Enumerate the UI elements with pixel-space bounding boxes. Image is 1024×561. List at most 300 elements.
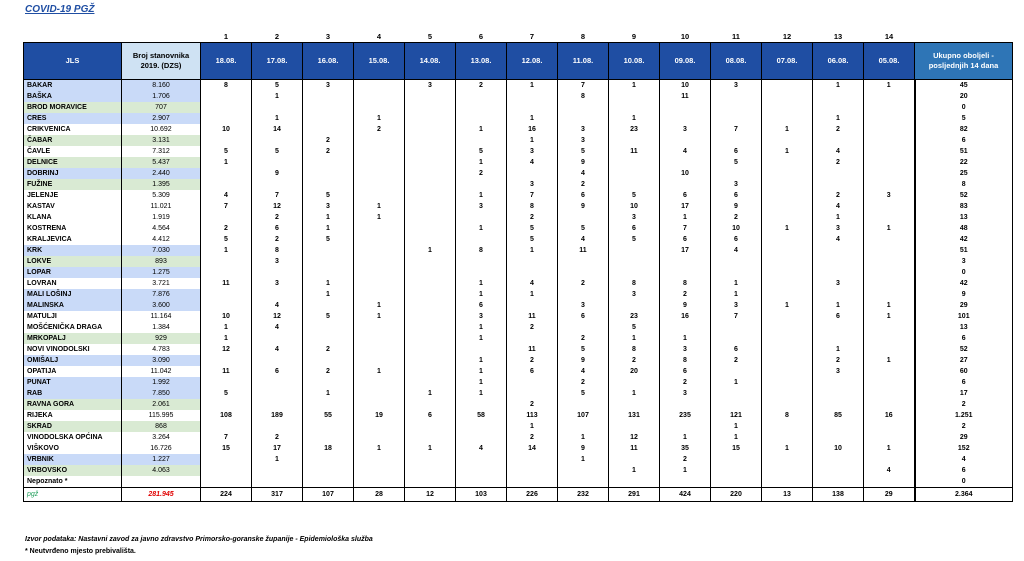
- daily-cases: [252, 355, 303, 366]
- daily-cases: [558, 256, 609, 267]
- daily-cases: [762, 322, 813, 333]
- day-number: 6: [456, 30, 507, 43]
- daily-cases: 4: [558, 234, 609, 245]
- daily-cases: 1: [456, 366, 507, 377]
- daily-cases: [711, 322, 762, 333]
- population-value: 2.440: [122, 168, 201, 179]
- blank-cell: [915, 30, 1013, 43]
- daily-cases: [813, 289, 864, 300]
- total-cases: 0: [915, 476, 1013, 488]
- municipality-name: FUŽINE: [24, 179, 122, 190]
- daily-cases: [609, 179, 660, 190]
- daily-cases: [405, 377, 456, 388]
- daily-cases: 8: [201, 80, 252, 92]
- table-row: [24, 300, 1013, 311]
- daily-cases: 1: [405, 245, 456, 256]
- sum-daily: 13: [762, 488, 813, 502]
- daily-cases: [864, 124, 915, 135]
- daily-cases: 1: [354, 113, 405, 124]
- daily-cases: [354, 256, 405, 267]
- total-cases: 29: [915, 432, 1013, 443]
- total-cases: 6: [915, 333, 1013, 344]
- daily-cases: 4: [660, 146, 711, 157]
- daily-cases: 1: [303, 289, 354, 300]
- daily-cases: [405, 311, 456, 322]
- population-value: 11.164: [122, 311, 201, 322]
- daily-cases: [303, 454, 354, 465]
- daily-cases: [609, 454, 660, 465]
- daily-cases: [813, 333, 864, 344]
- daily-cases: [558, 322, 609, 333]
- daily-cases: 1: [252, 454, 303, 465]
- daily-cases: [507, 465, 558, 476]
- daily-cases: 1: [507, 245, 558, 256]
- daily-cases: [405, 179, 456, 190]
- municipality-name: MATULJI: [24, 311, 122, 322]
- daily-cases: 5: [558, 223, 609, 234]
- total-cases: 20: [915, 91, 1013, 102]
- daily-cases: 8: [558, 91, 609, 102]
- daily-cases: 3: [303, 80, 354, 92]
- daily-cases: 2: [303, 146, 354, 157]
- daily-cases: 1: [864, 443, 915, 454]
- daily-cases: 1: [762, 146, 813, 157]
- daily-cases: 1: [507, 289, 558, 300]
- daily-cases: [813, 399, 864, 410]
- daily-cases: 2: [303, 366, 354, 377]
- day-number: 13: [813, 30, 864, 43]
- daily-cases: [507, 256, 558, 267]
- daily-cases: 189: [252, 410, 303, 421]
- daily-cases: [762, 234, 813, 245]
- daily-cases: 11: [609, 443, 660, 454]
- daily-cases: 1: [762, 124, 813, 135]
- table-row: [24, 201, 1013, 212]
- daily-cases: [405, 146, 456, 157]
- document-title: COVID-19 PGŽ: [25, 4, 95, 15]
- daily-cases: 4: [507, 278, 558, 289]
- population-value: 893: [122, 256, 201, 267]
- population-value: 5.437: [122, 157, 201, 168]
- date-header: 12.08.: [507, 43, 558, 80]
- daily-cases: 1: [609, 113, 660, 124]
- daily-cases: [252, 421, 303, 432]
- municipality-name: RIJEKA: [24, 410, 122, 421]
- daily-cases: [813, 256, 864, 267]
- daily-cases: 3: [405, 80, 456, 92]
- daily-cases: 19: [354, 410, 405, 421]
- table-row: [24, 366, 1013, 377]
- population-value: 1.384: [122, 322, 201, 333]
- daily-cases: 14: [252, 124, 303, 135]
- daily-cases: [354, 399, 405, 410]
- daily-cases: 17: [660, 245, 711, 256]
- daily-cases: [252, 388, 303, 399]
- footnotes: [25, 534, 373, 558]
- daily-cases: 5: [558, 388, 609, 399]
- daily-cases: [201, 289, 252, 300]
- daily-cases: 1: [456, 124, 507, 135]
- total-cases: 17: [915, 388, 1013, 399]
- table-row: [24, 465, 1013, 476]
- daily-cases: 2: [252, 212, 303, 223]
- daily-cases: 1: [303, 223, 354, 234]
- daily-cases: [405, 190, 456, 201]
- daily-cases: [507, 168, 558, 179]
- daily-cases: [762, 113, 813, 124]
- total-cases: 48: [915, 223, 1013, 234]
- daily-cases: [864, 476, 915, 488]
- daily-cases: [405, 355, 456, 366]
- daily-cases: 108: [201, 410, 252, 421]
- daily-cases: [405, 333, 456, 344]
- daily-cases: 5: [609, 234, 660, 245]
- daily-cases: [660, 322, 711, 333]
- table-row: [24, 410, 1013, 421]
- day-number: 10: [660, 30, 711, 43]
- daily-cases: 4: [507, 157, 558, 168]
- daily-cases: 7: [660, 223, 711, 234]
- population-value: 8.160: [122, 80, 201, 92]
- daily-cases: 107: [558, 410, 609, 421]
- daily-cases: 1: [711, 289, 762, 300]
- total-cases: 22: [915, 157, 1013, 168]
- daily-cases: 1: [456, 157, 507, 168]
- sum-total: 2.364: [915, 488, 1013, 502]
- total-header: Ukupno oboljeli - posljednjih 14 dana: [915, 43, 1013, 80]
- daily-cases: 2: [660, 377, 711, 388]
- daily-cases: 55: [303, 410, 354, 421]
- daily-cases: 7: [507, 190, 558, 201]
- daily-cases: [405, 322, 456, 333]
- daily-cases: 1: [660, 212, 711, 223]
- daily-cases: [405, 300, 456, 311]
- daily-cases: 16: [507, 124, 558, 135]
- table-row: [24, 124, 1013, 135]
- daily-cases: [201, 377, 252, 388]
- date-header: 05.08.: [864, 43, 915, 80]
- daily-cases: [813, 476, 864, 488]
- daily-cases: 16: [864, 410, 915, 421]
- daily-cases: 131: [609, 410, 660, 421]
- daily-cases: [813, 465, 864, 476]
- total-cases: 152: [915, 443, 1013, 454]
- daily-cases: 1: [864, 355, 915, 366]
- daily-cases: 1: [660, 465, 711, 476]
- daily-cases: [711, 91, 762, 102]
- daily-cases: 2: [354, 124, 405, 135]
- municipality-name: BAŠKA: [24, 91, 122, 102]
- daily-cases: [405, 344, 456, 355]
- daily-cases: 5: [609, 190, 660, 201]
- daily-cases: [711, 465, 762, 476]
- population-value: 707: [122, 102, 201, 113]
- total-cases: 51: [915, 146, 1013, 157]
- daily-cases: 6: [558, 190, 609, 201]
- daily-cases: 20: [609, 366, 660, 377]
- total-cases: 51: [915, 245, 1013, 256]
- daily-cases: 6: [711, 234, 762, 245]
- daily-cases: 1: [711, 421, 762, 432]
- daily-cases: [762, 190, 813, 201]
- daily-cases: [813, 102, 864, 113]
- municipality-name: BAKAR: [24, 80, 122, 92]
- daily-cases: 2: [507, 355, 558, 366]
- daily-cases: [456, 102, 507, 113]
- total-cases: 6: [915, 377, 1013, 388]
- daily-cases: 6: [405, 410, 456, 421]
- table-row: [24, 157, 1013, 168]
- daily-cases: [609, 102, 660, 113]
- daily-cases: [303, 256, 354, 267]
- daily-cases: 1: [558, 432, 609, 443]
- table-row: [24, 344, 1013, 355]
- daily-cases: [711, 168, 762, 179]
- population-value: 4.063: [122, 465, 201, 476]
- daily-cases: [660, 157, 711, 168]
- daily-cases: 35: [660, 443, 711, 454]
- daily-cases: [558, 399, 609, 410]
- daily-cases: 1: [711, 432, 762, 443]
- municipality-name: LOVRAN: [24, 278, 122, 289]
- table-row: [24, 223, 1013, 234]
- daily-cases: 11: [201, 366, 252, 377]
- daily-cases: 10: [813, 443, 864, 454]
- daily-cases: [660, 102, 711, 113]
- daily-cases: [354, 421, 405, 432]
- table-row: [24, 80, 1013, 92]
- daily-cases: 2: [507, 212, 558, 223]
- daily-cases: [609, 135, 660, 146]
- daily-cases: 3: [813, 366, 864, 377]
- municipality-name: ČAVLE: [24, 146, 122, 157]
- table-row: [24, 278, 1013, 289]
- daily-cases: 7: [252, 190, 303, 201]
- daily-cases: [762, 278, 813, 289]
- sum-row: [24, 488, 1013, 502]
- daily-cases: 3: [558, 300, 609, 311]
- daily-cases: [762, 179, 813, 190]
- daily-cases: [864, 179, 915, 190]
- daily-cases: [813, 179, 864, 190]
- population-value: [122, 476, 201, 488]
- daily-cases: [405, 223, 456, 234]
- daily-cases: [711, 102, 762, 113]
- daily-cases: 3: [711, 179, 762, 190]
- daily-cases: [354, 91, 405, 102]
- daily-cases: [762, 168, 813, 179]
- total-cases: 3: [915, 256, 1013, 267]
- daily-cases: [507, 102, 558, 113]
- daily-cases: 3: [813, 278, 864, 289]
- population-value: 1.992: [122, 377, 201, 388]
- daily-cases: [201, 421, 252, 432]
- daily-cases: 1: [354, 311, 405, 322]
- daily-cases: 1: [609, 465, 660, 476]
- daily-cases: [201, 91, 252, 102]
- total-cases: 101: [915, 311, 1013, 322]
- population-value: 7.850: [122, 388, 201, 399]
- daily-cases: [609, 399, 660, 410]
- daily-cases: [762, 157, 813, 168]
- total-cases: 1.251: [915, 410, 1013, 421]
- daily-cases: [252, 476, 303, 488]
- daily-cases: [864, 146, 915, 157]
- daily-cases: [660, 113, 711, 124]
- daily-cases: [303, 179, 354, 190]
- daily-cases: [354, 476, 405, 488]
- daily-cases: 16: [660, 311, 711, 322]
- total-cases: 42: [915, 234, 1013, 245]
- date-header: 08.08.: [711, 43, 762, 80]
- daily-cases: [456, 91, 507, 102]
- jls-header: JLS: [24, 43, 122, 80]
- daily-cases: 2: [201, 223, 252, 234]
- daily-cases: [405, 168, 456, 179]
- daily-cases: 3: [252, 256, 303, 267]
- daily-cases: [405, 113, 456, 124]
- daily-cases: 2: [660, 454, 711, 465]
- daily-cases: [354, 355, 405, 366]
- daily-cases: 4: [864, 465, 915, 476]
- daily-cases: [456, 135, 507, 146]
- daily-cases: [303, 113, 354, 124]
- daily-cases: 4: [252, 344, 303, 355]
- daily-cases: [405, 267, 456, 278]
- daily-cases: [354, 454, 405, 465]
- daily-cases: 4: [711, 245, 762, 256]
- daily-cases: [813, 421, 864, 432]
- daily-cases: [558, 267, 609, 278]
- daily-cases: [507, 388, 558, 399]
- total-cases: 2: [915, 421, 1013, 432]
- table-row: [24, 267, 1013, 278]
- daily-cases: 1: [813, 212, 864, 223]
- daily-cases: [456, 432, 507, 443]
- daily-cases: [354, 168, 405, 179]
- daily-cases: 3: [252, 278, 303, 289]
- daily-cases: 3: [864, 190, 915, 201]
- daily-cases: 2: [303, 344, 354, 355]
- daily-cases: 6: [711, 190, 762, 201]
- daily-cases: [762, 135, 813, 146]
- population-value: 3.264: [122, 432, 201, 443]
- daily-cases: [405, 476, 456, 488]
- daily-cases: [354, 80, 405, 92]
- daily-cases: [456, 454, 507, 465]
- daily-cases: 3: [660, 344, 711, 355]
- day-number: 14: [864, 30, 915, 43]
- daily-cases: 11: [507, 311, 558, 322]
- daily-cases: 7: [711, 124, 762, 135]
- municipality-name: OPATIJA: [24, 366, 122, 377]
- municipality-name: RAVNA GORA: [24, 399, 122, 410]
- daily-cases: 235: [660, 410, 711, 421]
- daily-cases: [405, 102, 456, 113]
- municipality-name: BROD MORAVICE: [24, 102, 122, 113]
- daily-cases: 3: [507, 179, 558, 190]
- daily-cases: 6: [252, 223, 303, 234]
- daily-cases: 10: [660, 80, 711, 92]
- daily-cases: [507, 333, 558, 344]
- daily-cases: [609, 157, 660, 168]
- daily-cases: [405, 256, 456, 267]
- daily-cases: [762, 333, 813, 344]
- daily-cases: 3: [558, 135, 609, 146]
- daily-cases: [252, 289, 303, 300]
- daily-cases: 2: [813, 157, 864, 168]
- daily-cases: [201, 256, 252, 267]
- municipality-name: KLANA: [24, 212, 122, 223]
- daily-cases: 5: [252, 146, 303, 157]
- daily-cases: 5: [558, 344, 609, 355]
- daily-cases: [864, 91, 915, 102]
- daily-cases: [201, 465, 252, 476]
- municipality-name: VRBNIK: [24, 454, 122, 465]
- total-cases: 13: [915, 322, 1013, 333]
- municipality-name: VIŠKOVO: [24, 443, 122, 454]
- daily-cases: [303, 300, 354, 311]
- total-cases: 83: [915, 201, 1013, 212]
- daily-cases: 12: [609, 432, 660, 443]
- daily-cases: [609, 91, 660, 102]
- daily-cases: [762, 366, 813, 377]
- daily-cases: 1: [456, 333, 507, 344]
- daily-cases: 23: [609, 311, 660, 322]
- daily-cases: [201, 212, 252, 223]
- daily-cases: [762, 465, 813, 476]
- day-number: 2: [252, 30, 303, 43]
- daily-cases: [864, 454, 915, 465]
- daily-cases: [558, 212, 609, 223]
- daily-cases: 1: [813, 300, 864, 311]
- daily-cases: 5: [201, 388, 252, 399]
- daily-cases: 1: [507, 135, 558, 146]
- daily-cases: 8: [660, 355, 711, 366]
- population-value: 3.090: [122, 355, 201, 366]
- daily-cases: [354, 344, 405, 355]
- municipality-name: KOSTRENA: [24, 223, 122, 234]
- daily-cases: 8: [660, 278, 711, 289]
- day-number: 12: [762, 30, 813, 43]
- daily-cases: [405, 366, 456, 377]
- daily-cases: [456, 421, 507, 432]
- daily-cases: 17: [660, 201, 711, 212]
- daily-cases: 1: [711, 278, 762, 289]
- daily-cases: [405, 454, 456, 465]
- population-value: 1.919: [122, 212, 201, 223]
- daily-cases: [864, 388, 915, 399]
- daily-cases: 3: [609, 289, 660, 300]
- daily-cases: 7: [558, 80, 609, 92]
- population-value: 4.783: [122, 344, 201, 355]
- population-value: 2.061: [122, 399, 201, 410]
- population-value: 1.706: [122, 91, 201, 102]
- daily-cases: 1: [201, 157, 252, 168]
- daily-cases: [864, 201, 915, 212]
- table-row: [24, 135, 1013, 146]
- daily-cases: 8: [456, 245, 507, 256]
- population-value: 4.564: [122, 223, 201, 234]
- date-header: 15.08.: [354, 43, 405, 80]
- date-header: 13.08.: [456, 43, 507, 80]
- daily-cases: [456, 476, 507, 488]
- daily-cases: 1: [201, 245, 252, 256]
- daily-cases: [558, 421, 609, 432]
- daily-cases: [864, 113, 915, 124]
- daily-cases: 1: [864, 300, 915, 311]
- daily-cases: 2: [711, 355, 762, 366]
